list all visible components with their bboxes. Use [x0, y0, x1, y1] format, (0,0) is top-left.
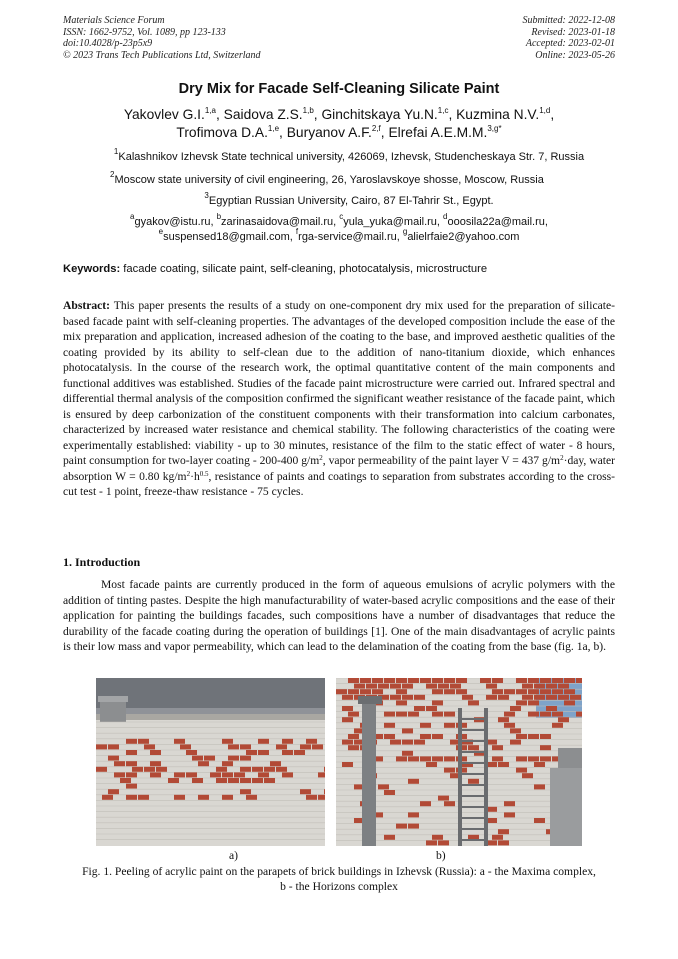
figure-photo-a — [96, 678, 325, 846]
email[interactable]: $^d$ooosila22a@mail.ru, — [443, 212, 548, 228]
keywords — [63, 263, 615, 275]
journal-copyright: © 2023 Trans Tech Publications Ltd, Switzerland — [63, 49, 261, 61]
journal-info — [63, 15, 261, 61]
author: Yakovlev G.I.$^{1,a}$, — [123, 106, 224, 122]
figure-label-a: a) — [229, 849, 239, 862]
author: Saidova Z.S.$^{1,b}$, — [223, 106, 322, 122]
email[interactable]: $^b$zarinasaidova@mail.ru, — [216, 212, 340, 228]
keywords-label: Keywords: — [63, 263, 121, 275]
author: Trofimova D.A.$^{1,e}$, — [176, 124, 287, 140]
email-list — [60, 212, 618, 244]
journal-header — [63, 15, 615, 61]
abstract-label: Abstract: — [63, 299, 111, 312]
email[interactable]: $^a$gyakov@istu.ru, — [130, 212, 217, 228]
date-accepted: Accepted: 2023-02-01 — [525, 38, 615, 50]
date-revised: Revised: 2023-01-18 — [531, 26, 615, 38]
journal-issn: ISSN: 1662-9752, Vol. 1089, pp 123-133 — [63, 26, 226, 38]
affiliation-2: $^2$Moscow state university of civil engineering, 26, Yaroslavskoye shosse, Moscow, Russia — [110, 170, 544, 186]
section-heading: 1. Introduction — [63, 555, 141, 569]
journal-doi: doi:10.4028/p-23p5x9 — [63, 38, 153, 50]
journal-name: Materials Science Forum — [63, 15, 165, 26]
author: Kuzmina N.V.$^{1,d}$, — [456, 106, 555, 122]
figure-photo-b — [336, 678, 582, 846]
author: Ginchitskaya Yu.N.$^{1,c}$, — [321, 106, 457, 122]
email[interactable]: $^c$yula_yuka@mail.ru, — [339, 212, 444, 228]
figure-label-b: b) — [436, 849, 446, 862]
email[interactable]: $^e$suspensed18@gmail.com, — [158, 226, 296, 243]
date-online: Online: 2023-05-26 — [535, 49, 615, 61]
author: Elrefai A.E.M.M.$^{3,g*}$ — [388, 124, 502, 140]
paper-title: Dry Mix for Facade Self-Cleaning Silicate Paint — [178, 81, 500, 97]
affiliation-1: $^1$Kalashnikov Izhevsk State technical university, 426069, Izhevsk, Studencheskaya Str. 7, Russia — [113, 147, 585, 163]
affiliation-3: $^3$Egyptian Russian University, Cairo, 87 El-Tahrir St., Egypt. — [204, 191, 494, 207]
email[interactable]: $^g$alielrfaie2@yahoo.com — [402, 226, 520, 243]
publication-dates — [523, 15, 616, 61]
keywords-text: facade coating, silicate paint, self-cleaning, photocatalysis, microstructure — [120, 263, 488, 275]
section-paragraph: Most facade paints are currently produced in the form of aqueous emulsions of acrylic polymers with the addition of tinting pastes. Despite the high manufacturability of water-based acrylic compositions and the ease of their application for painting the buildings facades, such compositions have a number of disadvantages that reduce the durability of the facade coating during the operation of buildings [1]. One of the main disadvantages of acrylic paints is their low mass and vapor permeability, which can lead to the delamination of the coating from the base (fig. 1a, b). — [63, 578, 615, 653]
date-submitted: Submitted: 2022-12-08 — [522, 15, 615, 26]
email[interactable]: $^f$rga-service@mail.ru, — [295, 226, 403, 243]
brick-wall-photo-a — [96, 678, 325, 846]
figure-caption: Fig. 1. Peeling of acrylic paint on the parapets of brick buildings in Izhevsk (Russia): a - the Maxima complex, b - the Horizons complex — [82, 865, 596, 893]
author: Buryanov A.F.$^{2,f}$, — [286, 124, 389, 140]
author-list — [60, 106, 618, 142]
abstract: Abstract: This paper presents the results of a study on one-component dry mix used for the preparation of silicate-based facade paint with self-cleaning properties. The advantages of the developed composition include the ease of the mix preparation and application, increased adhesion of the coating to the base, and improved aesthetic qualities of the coating provided by its ability to self-clean due to the addition of nano-titanium dioxide, which enhances photocatalysis. In the course of the research work, the optimal quantitative content of the main components and functional additives was established. Studies of the facade paint microstructure were carried out. Infrared spectral and differential thermal analysis of the composition confirmed the significant weather resistance of the facade paint, which is ensured by deep carbonization of the constituent components with their transformation into calcium carbonates, characterized by increased water resistance and chemical stability. The following characteristics of the coating were experimentally established: viability - up to 30 minutes, resistance of the film to the static effect of water - 8 hours, paint consumption for two-layer coating - 200-400 $g/m^2$, vapor permeability of the paint layer V = 437 $g/m^2\cdot day$, water absorption W = 0.80 $kg/m^2\cdot h^{0.5}$, resistance of paints and coatings to separation from substrates according to the cross-cut test - 1 point, freeze-thaw resistance - 75 cycles. — [63, 299, 616, 498]
brick-wall-photo-b — [336, 678, 582, 846]
